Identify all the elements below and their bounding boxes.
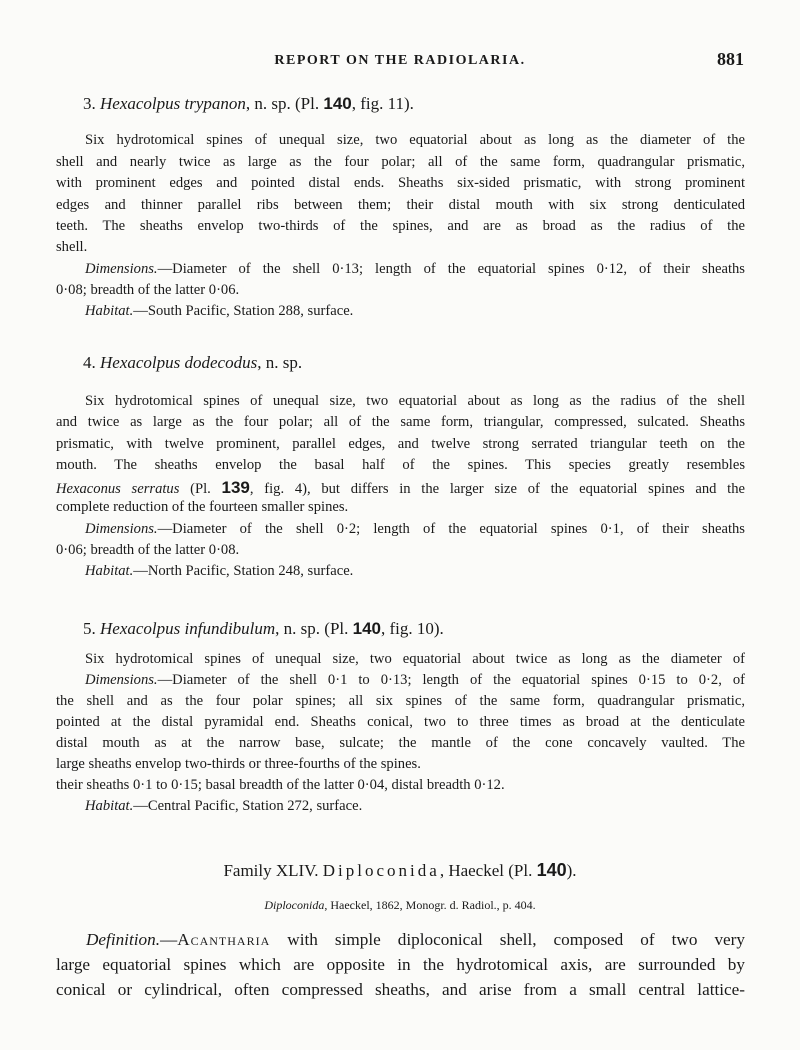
species-status: , n. sp. ( <box>275 619 330 638</box>
species-name: Hexacolpus dodecodus <box>100 353 258 372</box>
definition-line: conical or cylindrical, often compressed sheaths, and arise from a small central lattice- <box>56 980 745 999</box>
desc-line: Six hydrotomical spines of unequal size, two equatorial about as long as the radius of the shell <box>85 393 745 409</box>
desc-line: and twice as large as the four polar; all of the same form, triangular, compressed, sulcated. Sheaths <box>56 414 745 430</box>
dimensions-line: 0·06; breadth of the latter 0·08. <box>56 542 240 558</box>
family-number: Family XLIV. <box>223 861 319 880</box>
desc-line: mouth. The sheaths envelop the basal half of the spines. This species greatly resembles <box>56 457 745 473</box>
figure-ref: , fig. 11). <box>351 94 414 113</box>
species-number: 5. <box>83 619 96 638</box>
plate-number: 140 <box>536 860 567 880</box>
habitat-label: Habitat. <box>85 563 134 579</box>
definition-group: Acantharia <box>177 930 271 949</box>
plate-prefix: (Pl. <box>179 481 222 497</box>
desc-line: large sheaths envelop two-thirds or three-fourths of the spines. <box>56 756 421 772</box>
species-status: , n. sp. ( <box>245 94 301 113</box>
dimensions-line: their sheaths 0·1 to 0·15; basal breadth of the latter 0·04, distal breadth 0·12. <box>56 777 505 793</box>
dimensions-text: —Diameter of the shell 0·2; length of the equatorial spines 0·1, of their sheaths <box>157 521 745 537</box>
definition-label: Definition. <box>86 930 160 949</box>
dimensions-line <box>85 672 745 689</box>
desc-line: with prominent edges and pointed distal ends. Sheaths six-sided prismatic, with strong prominent <box>56 175 745 191</box>
desc-line: prismatic, with twelve prominent, parallel edges, and twelve strong serrated triangular teeth on the <box>56 436 745 452</box>
desc-line: complete reduction of the fourteen smaller spines. <box>56 499 349 515</box>
family-heading <box>0 860 800 881</box>
species-number: 3. <box>83 94 96 113</box>
habitat-line <box>85 303 353 320</box>
definition-line <box>86 930 745 950</box>
citation-name: Diploconida <box>264 898 325 912</box>
species-3-heading <box>83 94 414 114</box>
plate-prefix: Pl. <box>513 861 537 880</box>
definition-dash: — <box>160 930 178 949</box>
habitat-text: —South Pacific, Station 288, surface. <box>133 303 354 319</box>
habitat-line <box>85 563 353 580</box>
family-close: ). <box>566 861 577 880</box>
desc-line: shell and nearly twice as large as the four polar; all of the same form, quadrangular prismatic, <box>56 154 745 170</box>
habitat-line <box>85 798 362 815</box>
page-number: 881 <box>717 49 744 69</box>
desc-text: , fig. 4), but differs in the larger size of the equatorial spines and the <box>249 481 745 497</box>
running-header <box>56 48 744 72</box>
dimensions-label: Dimensions. <box>85 672 158 688</box>
dimensions-text: —Diameter of the shell 0·13; length of the equatorial spines 0·12, of their sheaths <box>157 261 745 277</box>
dimensions-line: 0·08; breadth of the latter 0·06. <box>56 282 240 298</box>
desc-line: edges and thinner parallel ribs between them; their distal mouth with six strong denticulated <box>56 197 745 213</box>
desc-line: Six hydrotomical spines of unequal size, two equatorial about as long as the diameter of the <box>85 132 745 148</box>
dimensions-text: —Diameter of the shell 0·1 to 0·13; length of the equatorial spines 0·15 to 0·2, of <box>157 672 745 688</box>
species-5-heading <box>83 619 444 639</box>
plate-prefix: Pl. <box>300 94 324 113</box>
species-4-heading <box>83 353 302 373</box>
desc-line: teeth. The sheaths envelop two-thirds of the spines, and are as broad as the radius of the <box>56 218 745 234</box>
family-author: , Haeckel ( <box>439 861 514 880</box>
plate-number: 139 <box>221 478 250 497</box>
desc-line <box>56 478 745 498</box>
definition-line: large equatorial spines which are opposite in the hydrotomical axis, are surrounded by <box>56 955 745 974</box>
desc-line: distal mouth as at the narrow base, sulcate; the mantle of the cone concavely vaulted. The <box>56 735 745 751</box>
plate-number: 140 <box>323 94 352 113</box>
species-name: Hexacolpus infundibulum <box>100 619 276 638</box>
desc-line: shell. <box>56 239 88 255</box>
plate-prefix: Pl. <box>329 619 353 638</box>
family-citation <box>0 898 800 913</box>
desc-line: the shell and as the four polar spines; all six spines of the same form, quadrangular prismatic, <box>56 693 745 709</box>
habitat-label: Habitat. <box>85 798 134 814</box>
dimensions-label: Dimensions. <box>85 261 158 277</box>
species-name: Hexacolpus trypanon <box>100 94 246 113</box>
plate-number: 140 <box>352 619 382 638</box>
citation-text: , Haeckel, 1862, Monogr. d. Radiol., p. 404. <box>324 898 536 912</box>
habitat-label: Habitat. <box>85 303 134 319</box>
dimensions-line <box>85 521 745 538</box>
desc-line: Six hydrotomical spines of unequal size, two equatorial about twice as long as the diameter of <box>85 651 745 667</box>
running-title: REPORT ON THE RADIOLARIA. <box>274 53 526 68</box>
species-status: , n. sp. <box>257 353 303 372</box>
habitat-text: —North Pacific, Station 248, surface. <box>133 563 354 579</box>
figure-ref: , fig. 10). <box>381 619 444 638</box>
dimensions-label: Dimensions. <box>85 521 158 537</box>
definition-text: with simple diploconical shell, composed of two very <box>270 930 745 949</box>
desc-line: pointed at the distal pyramidal end. Sheaths conical, two to three times as broad at the denticulate <box>56 714 745 730</box>
dimensions-line <box>85 261 745 278</box>
species-number: 4. <box>83 353 96 372</box>
family-name: Diploconida <box>322 861 440 880</box>
species-ref: Hexaconus serratus <box>56 481 180 497</box>
habitat-text: —Central Pacific, Station 272, surface. <box>133 798 363 814</box>
